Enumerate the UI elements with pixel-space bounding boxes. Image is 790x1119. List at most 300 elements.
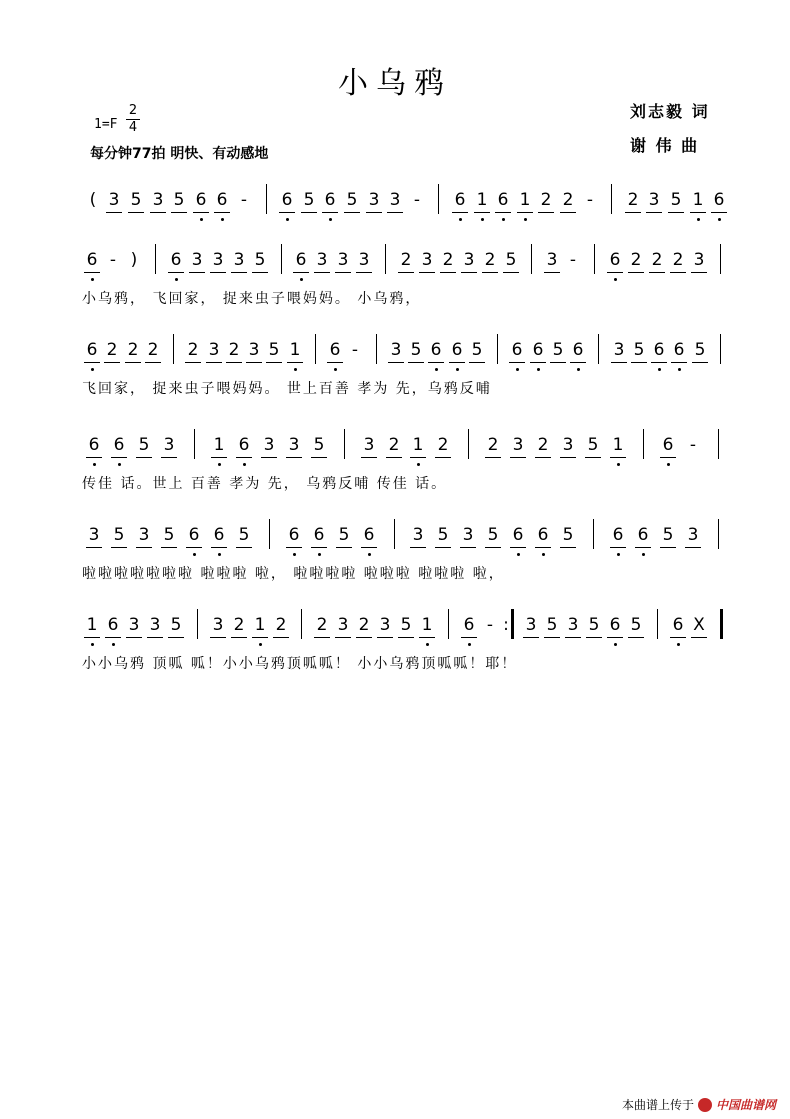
note: 2 <box>627 190 639 210</box>
note: 6 <box>572 340 584 360</box>
note: 1 <box>692 190 704 210</box>
beam-underline <box>266 362 282 363</box>
beam-underline <box>236 547 252 548</box>
note: 6 <box>609 615 621 635</box>
lyrics-line <box>82 378 730 402</box>
beam-underline <box>510 457 526 458</box>
note: 3 <box>152 190 164 210</box>
beam-underline <box>670 637 686 638</box>
note: 5 <box>437 525 449 545</box>
barline <box>394 519 395 549</box>
octave-dot <box>426 643 429 646</box>
note: 6 <box>88 435 100 455</box>
beam-underline <box>607 637 623 638</box>
beam-underline <box>377 637 393 638</box>
octave-dot <box>459 218 462 221</box>
note: 5 <box>410 340 422 360</box>
beam-underline <box>366 212 382 213</box>
beam-underline <box>485 457 501 458</box>
note: 1 <box>213 435 225 455</box>
note: 1 <box>412 435 424 455</box>
beam-underline <box>691 272 707 273</box>
note: 1 <box>86 615 98 635</box>
composer-credit: 谢 伟 曲 <box>630 136 700 155</box>
note: 6 <box>329 340 341 360</box>
beam-underline <box>293 272 309 273</box>
note: 3 <box>149 615 161 635</box>
beam-underline <box>398 637 414 638</box>
note: 5 <box>630 615 642 635</box>
note: 3 <box>368 190 380 210</box>
note: 6 <box>295 250 307 270</box>
beam-underline <box>660 547 676 548</box>
beam-underline <box>279 212 295 213</box>
note: 2 <box>233 615 245 635</box>
beam-underline <box>452 212 468 213</box>
note: 3 <box>108 190 120 210</box>
beam-underline <box>106 212 122 213</box>
note: 3 <box>88 525 100 545</box>
beam-underline <box>631 362 647 363</box>
beam-underline <box>544 272 560 273</box>
beam-underline <box>509 362 525 363</box>
barline <box>266 184 267 214</box>
octave-dot <box>435 368 438 371</box>
note: - <box>413 190 421 210</box>
note: 6 <box>113 435 125 455</box>
note: 6 <box>324 190 336 210</box>
note: 3 <box>379 615 391 635</box>
beam-underline <box>690 212 706 213</box>
beam-underline <box>336 547 352 548</box>
beam-underline <box>104 362 120 363</box>
beam-underline <box>111 457 127 458</box>
beam-underline <box>327 362 343 363</box>
beam-underline <box>535 547 551 548</box>
beam-underline <box>273 637 289 638</box>
beam-underline <box>646 212 662 213</box>
beam-underline <box>287 362 303 363</box>
note: 3 <box>138 525 150 545</box>
beam-underline <box>495 212 511 213</box>
beam-underline <box>670 272 686 273</box>
octave-dot <box>175 278 178 281</box>
beam-underline <box>105 637 121 638</box>
note: 6 <box>609 250 621 270</box>
note: 6 <box>497 190 509 210</box>
beam-underline <box>189 272 205 273</box>
note: 5 <box>694 340 706 360</box>
beam-underline <box>560 212 576 213</box>
beam-underline <box>410 457 426 458</box>
beam-underline <box>461 637 477 638</box>
beam-underline <box>711 212 727 213</box>
note: 3 <box>567 615 579 635</box>
beam-underline <box>361 457 377 458</box>
beam-underline <box>335 637 351 638</box>
note: 3 <box>693 250 705 270</box>
key-signature: 1=F <box>94 117 118 132</box>
barline <box>497 334 498 364</box>
beam-underline <box>585 457 601 458</box>
beam-underline <box>344 212 360 213</box>
beam-underline <box>560 547 576 548</box>
note: 5 <box>138 435 150 455</box>
beam-underline <box>560 457 576 458</box>
note: 6 <box>463 615 475 635</box>
note: 5 <box>113 525 125 545</box>
barline <box>593 519 594 549</box>
note: 3 <box>337 615 349 635</box>
barline <box>718 519 719 549</box>
beam-underline <box>691 637 707 638</box>
barline <box>531 244 532 274</box>
barline <box>315 334 316 364</box>
octave-dot <box>91 643 94 646</box>
barline <box>720 334 721 364</box>
beam-underline <box>335 272 351 273</box>
note: 3 <box>412 525 424 545</box>
note: - <box>240 190 248 210</box>
octave-dot <box>718 218 721 221</box>
beam-underline <box>311 457 327 458</box>
note: 3 <box>462 525 474 545</box>
octave-dot <box>294 368 297 371</box>
beam-underline <box>322 212 338 213</box>
note: 6 <box>86 250 98 270</box>
beam-underline <box>692 362 708 363</box>
note: 1 <box>476 190 488 210</box>
time-signature-top: 2 <box>128 103 138 118</box>
octave-dot <box>577 368 580 371</box>
beam-underline <box>214 212 230 213</box>
note: 3 <box>358 250 370 270</box>
beam-underline <box>206 362 222 363</box>
note: 2 <box>437 435 449 455</box>
beam-underline <box>685 547 701 548</box>
barline <box>376 334 377 364</box>
beam-underline <box>635 547 651 548</box>
note: 3 <box>316 250 328 270</box>
beam-underline <box>226 362 242 363</box>
barline <box>385 244 386 274</box>
note: 3 <box>128 615 140 635</box>
note: 3 <box>212 615 224 635</box>
beam-underline <box>586 637 602 638</box>
beam-underline <box>84 637 100 638</box>
beam-underline <box>84 362 100 363</box>
note: 6 <box>532 340 544 360</box>
beam-underline <box>449 362 465 363</box>
note: 2 <box>540 190 552 210</box>
barline <box>438 184 439 214</box>
note: 5 <box>587 435 599 455</box>
beam-underline <box>388 362 404 363</box>
octave-dot <box>91 278 94 281</box>
note: 5 <box>173 190 185 210</box>
beam-underline <box>651 362 667 363</box>
beam-underline <box>570 362 586 363</box>
note: 5 <box>400 615 412 635</box>
note: 2 <box>147 340 159 360</box>
lyrics-line <box>82 473 730 497</box>
octave-dot <box>300 278 303 281</box>
beam-underline <box>668 212 684 213</box>
note: 2 <box>388 435 400 455</box>
octave-dot <box>517 553 520 556</box>
time-signature-bottom: 4 <box>128 120 138 135</box>
note: - <box>109 250 117 270</box>
beam-underline <box>128 212 144 213</box>
octave-dot <box>221 218 224 221</box>
octave-dot <box>329 218 332 221</box>
beam-underline <box>361 547 377 548</box>
beam-underline <box>628 637 644 638</box>
barline <box>468 429 469 459</box>
note: 6 <box>281 190 293 210</box>
note: 3 <box>389 190 401 210</box>
note: 3 <box>421 250 433 270</box>
beam-underline <box>150 212 166 213</box>
note: 3 <box>233 250 245 270</box>
note: 3 <box>212 250 224 270</box>
notation-line <box>82 180 730 240</box>
beam-underline <box>136 547 152 548</box>
barline <box>301 609 302 639</box>
octave-dot <box>218 463 221 466</box>
beam-underline <box>408 362 424 363</box>
note: 5 <box>163 525 175 545</box>
beam-underline <box>356 637 372 638</box>
beam-underline <box>610 547 626 548</box>
beam-underline <box>136 457 152 458</box>
note: 2 <box>487 435 499 455</box>
note: 6 <box>170 250 182 270</box>
note: 5 <box>238 525 250 545</box>
note: - <box>586 190 594 210</box>
beam-underline <box>314 637 330 638</box>
note: 6 <box>612 525 624 545</box>
beam-underline <box>544 637 560 638</box>
note: 1 <box>254 615 266 635</box>
beam-underline <box>252 272 268 273</box>
footer-text: 本曲谱上传于 <box>621 1098 694 1112</box>
octave-dot <box>334 368 337 371</box>
note: 3 <box>562 435 574 455</box>
beam-underline <box>474 212 490 213</box>
barline <box>594 244 595 274</box>
beam-underline <box>461 272 477 273</box>
note: 2 <box>562 190 574 210</box>
note: 5 <box>552 340 564 360</box>
note: 5 <box>562 525 574 545</box>
note: 5 <box>338 525 350 545</box>
score-row <box>82 605 730 715</box>
beam-underline <box>460 547 476 548</box>
note: - <box>351 340 359 360</box>
note: 2 <box>672 250 684 270</box>
beam-underline <box>410 547 426 548</box>
beam-underline <box>440 272 456 273</box>
note: 6 <box>363 525 375 545</box>
footer <box>622 1096 776 1113</box>
note: 5 <box>268 340 280 360</box>
note: 2 <box>106 340 118 360</box>
note: 2 <box>275 615 287 635</box>
beam-underline <box>301 212 317 213</box>
octave-dot <box>667 463 670 466</box>
beam-underline <box>535 457 551 458</box>
beam-underline <box>161 547 177 548</box>
beam-underline <box>231 637 247 638</box>
note: 6 <box>653 340 665 360</box>
lyrics-text: 小乌鸦， 飞回家， 捉来虫子喂妈妈。 小乌鸦， <box>82 291 422 307</box>
beam-underline <box>610 457 626 458</box>
octave-dot <box>200 218 203 221</box>
note: 2 <box>400 250 412 270</box>
octave-dot <box>614 278 617 281</box>
octave-dot <box>91 368 94 371</box>
octave-dot <box>286 218 289 221</box>
beam-underline <box>660 457 676 458</box>
note: 6 <box>313 525 325 545</box>
footer-logo-text: 中国曲谱网 <box>715 1098 776 1112</box>
octave-dot <box>243 463 246 466</box>
beam-underline <box>607 272 623 273</box>
beam-underline <box>111 547 127 548</box>
note: 3 <box>390 340 402 360</box>
note: 6 <box>511 340 523 360</box>
beam-underline <box>125 362 141 363</box>
page-title: 小乌鸦 <box>338 66 452 101</box>
beam-underline <box>435 457 451 458</box>
note: 1 <box>519 190 531 210</box>
barline <box>344 429 345 459</box>
beam-underline <box>428 362 444 363</box>
octave-dot <box>542 553 545 556</box>
beam-underline <box>147 637 163 638</box>
note: 5 <box>662 525 674 545</box>
note: 5 <box>471 340 483 360</box>
note: 6 <box>537 525 549 545</box>
barline <box>194 429 195 459</box>
barline <box>611 184 612 214</box>
beam-underline <box>485 547 501 548</box>
beam-underline <box>356 272 372 273</box>
beam-underline <box>84 272 100 273</box>
octave-dot <box>537 368 540 371</box>
octave-dot <box>617 463 620 466</box>
barline <box>720 244 721 274</box>
lyricist-credit: 刘志毅 词 <box>630 102 710 121</box>
note: 6 <box>454 190 466 210</box>
note: 5 <box>254 250 266 270</box>
beam-underline <box>252 637 268 638</box>
octave-dot <box>93 463 96 466</box>
note: 5 <box>130 190 142 210</box>
note: 1 <box>612 435 624 455</box>
note: 3 <box>463 250 475 270</box>
note: 5 <box>170 615 182 635</box>
beam-underline <box>469 362 485 363</box>
note: 3 <box>512 435 524 455</box>
beam-underline <box>211 457 227 458</box>
beam-underline <box>145 362 161 363</box>
beam-underline <box>161 457 177 458</box>
note: 3 <box>363 435 375 455</box>
note: 1 <box>421 615 433 635</box>
beam-underline <box>210 637 226 638</box>
note: 3 <box>163 435 175 455</box>
beam-underline <box>86 457 102 458</box>
note: 6 <box>213 525 225 545</box>
note: 6 <box>662 435 674 455</box>
note: 5 <box>670 190 682 210</box>
octave-dot <box>642 553 645 556</box>
note: 3 <box>648 190 660 210</box>
beam-underline <box>168 272 184 273</box>
beam-underline <box>236 457 252 458</box>
note: 2 <box>537 435 549 455</box>
note: 3 <box>337 250 349 270</box>
note: 3 <box>263 435 275 455</box>
beam-underline <box>314 272 330 273</box>
note: 3 <box>546 250 558 270</box>
beam-underline <box>611 362 627 363</box>
note: 6 <box>430 340 442 360</box>
note: 3 <box>687 525 699 545</box>
note: 3 <box>208 340 220 360</box>
beam-underline <box>126 637 142 638</box>
beam-underline <box>517 212 533 213</box>
note: 3 <box>248 340 260 360</box>
lyrics-line <box>82 563 730 587</box>
beam-underline <box>286 547 302 548</box>
note: 6 <box>216 190 228 210</box>
octave-dot <box>468 643 471 646</box>
note: 6 <box>451 340 463 360</box>
note: X <box>693 615 705 635</box>
beam-underline <box>311 547 327 548</box>
lyrics-line <box>82 653 730 677</box>
beam-underline <box>538 212 554 213</box>
note: 2 <box>187 340 199 360</box>
barline <box>197 609 198 639</box>
note: 6 <box>86 340 98 360</box>
note: 2 <box>316 615 328 635</box>
octave-dot <box>456 368 459 371</box>
note: 5 <box>303 190 315 210</box>
beam-underline <box>649 272 665 273</box>
repeat-sign: : <box>503 615 509 635</box>
beam-underline <box>550 362 566 363</box>
note: 6 <box>238 435 250 455</box>
note: ( <box>89 190 97 210</box>
barline <box>718 429 719 459</box>
octave-dot <box>502 218 505 221</box>
note: 5 <box>546 615 558 635</box>
beam-underline <box>510 547 526 548</box>
note: - <box>486 615 494 635</box>
beam-underline <box>231 272 247 273</box>
octave-dot <box>368 553 371 556</box>
note: 6 <box>673 340 685 360</box>
octave-dot <box>193 553 196 556</box>
octave-dot <box>218 553 221 556</box>
beam-underline <box>435 547 451 548</box>
beam-underline <box>246 362 262 363</box>
note: 2 <box>228 340 240 360</box>
